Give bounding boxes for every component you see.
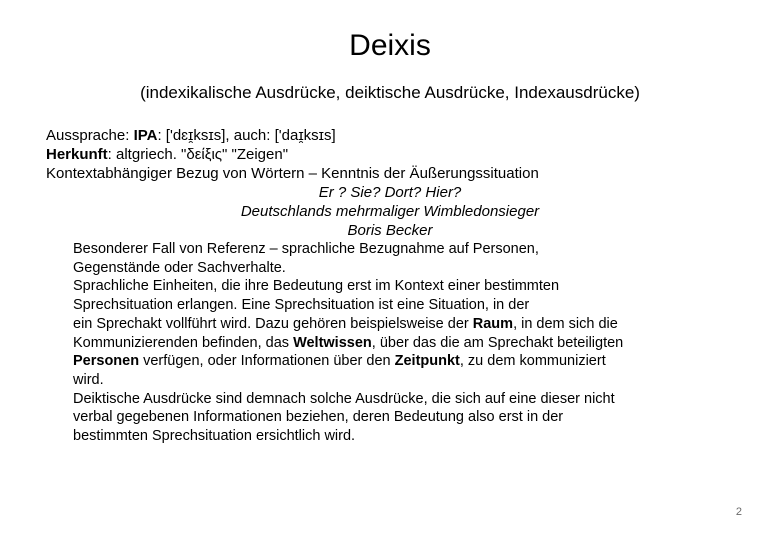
text-run: verfügen, oder Informationen über den: [139, 353, 395, 370]
text-run: , zu dem kommuniziert: [459, 353, 606, 370]
paragraph-line: wird.: [73, 371, 104, 388]
paragraph-deiktische-ausdruecke: [73, 390, 738, 446]
example-line-2: Deutschlands mehrmaliger Wimbledonsieger: [240, 203, 540, 220]
bold-term-raum: Raum: [472, 315, 514, 332]
origin-text: : altgriech. "δείξις" "Zeigen": [107, 146, 289, 163]
text-run: , in dem sich die: [513, 315, 618, 332]
ipa-label: IPA: [133, 127, 158, 144]
paragraph-line: Besonderer Fall von Referenz – sprachliche Bezugnahme auf Personen,: [73, 241, 539, 257]
paragraph-line: Sprachliche Einheiten, die ihre Bedeutung erst im Kontext einer bestimmten: [73, 278, 560, 295]
paragraph-line: Deiktische Ausdrücke sind demnach solche Ausdrücke, die sich auf eine dieser nicht: [73, 390, 615, 407]
origin-line: [46, 145, 746, 164]
slide-title: Deixis: [349, 29, 431, 62]
paragraph-line: bestimmten Sprechsituation ersichtlich wird.: [73, 428, 356, 445]
text-run: Kommunizierenden befinden, das: [73, 334, 294, 351]
page-number: 2: [735, 506, 742, 518]
example-line-3: Boris Becker: [347, 222, 433, 239]
text-run: , über das die am Sprechakt beteiligten: [371, 334, 624, 351]
pronunciation-label: Aussprache: [46, 127, 126, 144]
paragraph-sprechsituation: [73, 277, 738, 389]
bold-term-weltwissen: Weltwissen: [293, 334, 372, 351]
origin-label: Herkunft: [46, 146, 108, 163]
paragraph-line: [73, 334, 738, 353]
paragraph-referenz: [73, 240, 738, 277]
slide-body: [46, 126, 746, 446]
ipa-text: : ['dɛɪ̯ksɪs], auch: ['daɪ̯ksɪs]: [157, 127, 336, 144]
paragraph-line: verbal gegebenen Informationen beziehen, deren Bedeutung also erst in der: [73, 409, 564, 426]
text-run: ein Sprechakt vollführt wird. Dazu gehören beispielsweise der: [73, 315, 473, 332]
paragraph-line: Gegenstände oder Sachverhalte.: [73, 259, 286, 276]
paragraph-line: [73, 352, 738, 371]
paragraph-line: [73, 315, 738, 334]
definition-line: Kontextabhängiger Bezug von Wörtern – Kenntnis der Äußerungssituation: [46, 165, 539, 182]
bold-term-zeitpunkt: Zeitpunkt: [394, 353, 460, 370]
paragraph-line: Sprechsituation erlangen. Eine Sprechsituation ist eine Situation, in der: [73, 297, 530, 314]
example-line-1: Er ? Sie? Dort? Hier?: [318, 184, 462, 201]
bold-term-personen: Personen: [73, 353, 140, 370]
pronunciation-line: Aussprache: IPA: ['dɛɪ̯ksɪs], auch: ['daɪ̯ksɪs]: [46, 127, 336, 144]
slide-subtitle: (indexikalische Ausdrücke, deiktische Ausdrücke, Indexausdrücke): [140, 83, 640, 102]
